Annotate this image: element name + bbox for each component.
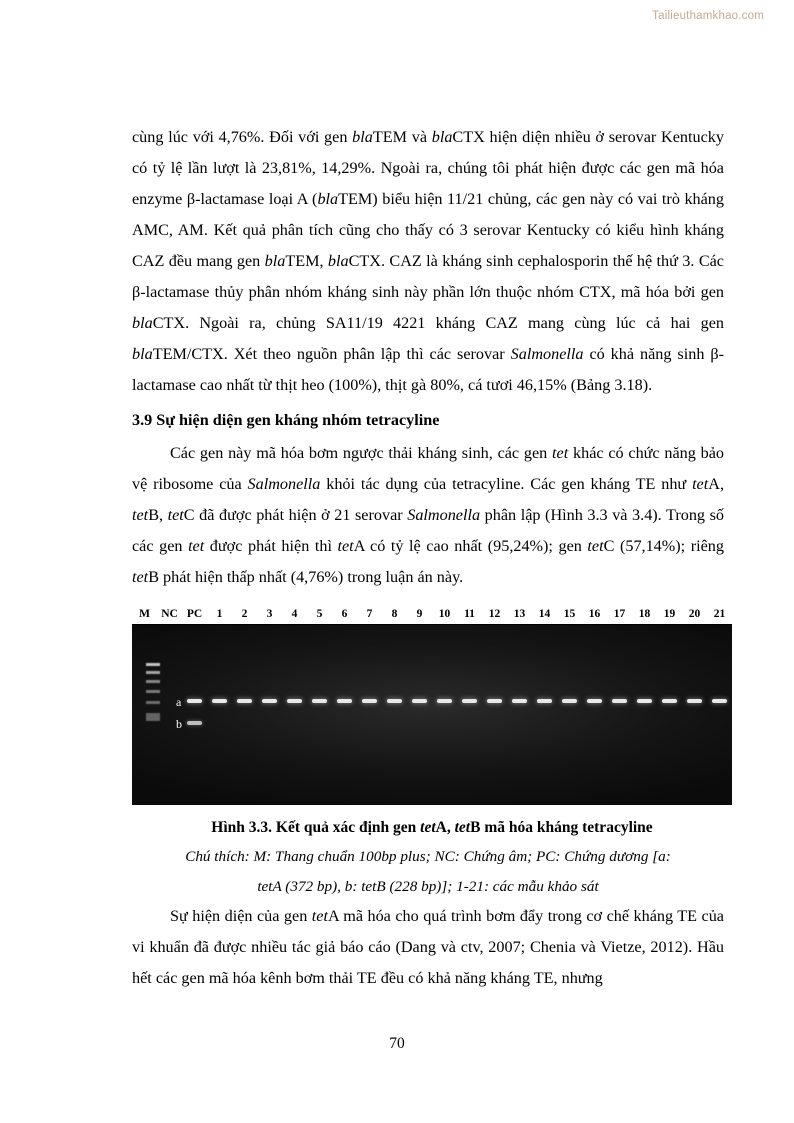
italic-run: tet bbox=[188, 537, 205, 555]
italic-run: tet bbox=[454, 819, 471, 836]
gel-band-teta bbox=[387, 699, 403, 703]
watermark: Tailieuthamkhao.com bbox=[652, 10, 764, 22]
gel-band-teta bbox=[312, 699, 328, 703]
gel-band-teta bbox=[612, 699, 628, 703]
gel-lane-label: NC bbox=[161, 608, 178, 620]
paragraph-3 bbox=[132, 901, 724, 994]
page-content bbox=[132, 122, 724, 994]
ladder-lane bbox=[146, 663, 160, 721]
text-run: C đã được phát hiện ở 21 serovar bbox=[183, 506, 408, 524]
italic-run: Salmonella bbox=[247, 475, 321, 493]
gel-band-teta bbox=[187, 699, 203, 703]
gel-lane-label: 21 bbox=[713, 608, 726, 620]
gel-band-teta bbox=[587, 699, 603, 703]
text-run: TEM) biểu hiện 11/21 chủng, các gen này có vai trò kháng AMC, AM. Kết quả phân tích cũng cho thấy có 3 serovar Kentucky có kiểu hình kháng CAZ đều mang gen bbox=[132, 190, 724, 270]
text-run: CTX. CAZ là kháng sinh cephalosporin thế hệ thứ 3. Các β-lactamase thủy phân nhóm kháng sinh này phần lớn thuộc nhóm CTX, mã hóa bởi gen bbox=[132, 252, 724, 301]
text-run: A, bbox=[435, 819, 455, 836]
italic-run: tet bbox=[132, 568, 149, 586]
gel-band-teta bbox=[212, 699, 228, 703]
italic-run: tet bbox=[587, 537, 604, 555]
section-heading: 3.9 Sự hiện diện gen kháng nhóm tetracyline bbox=[132, 411, 440, 429]
gel-image bbox=[132, 625, 732, 805]
italic-run: Salmonella bbox=[407, 506, 481, 524]
text-run: B, bbox=[148, 506, 168, 524]
gel-band-teta bbox=[537, 699, 553, 703]
gel-lane-label: 6 bbox=[341, 608, 348, 620]
gel-band-teta bbox=[462, 699, 478, 703]
gel-lane-label: 15 bbox=[563, 608, 576, 620]
text-run: TEM, bbox=[285, 252, 328, 270]
gel-lane-label: 12 bbox=[488, 608, 501, 620]
gel-band-teta bbox=[437, 699, 453, 703]
gel-band-teta bbox=[337, 699, 353, 703]
gel-band-teta bbox=[637, 699, 653, 703]
text-run: được phát hiện thì bbox=[204, 537, 338, 555]
gel-lane-label: 11 bbox=[464, 608, 475, 620]
italic-run: tet bbox=[167, 506, 184, 524]
italic-run: bla bbox=[264, 252, 286, 270]
text-run: A, bbox=[708, 475, 724, 493]
gel-lane-label: 3 bbox=[266, 608, 273, 620]
gel-lane-label: 18 bbox=[638, 608, 651, 620]
text-run: Các gen này mã hóa bơm ngược thải kháng sinh, các gen bbox=[170, 444, 553, 462]
gel-lane-label: 4 bbox=[291, 608, 298, 620]
gel-bands-layer bbox=[132, 625, 732, 805]
gel-band-teta bbox=[662, 699, 678, 703]
gel-band-teta bbox=[712, 699, 728, 703]
italic-run: bla bbox=[327, 252, 349, 270]
gel-lane-label: 16 bbox=[588, 608, 601, 620]
text-run: B mã hóa kháng tetracyline bbox=[470, 819, 653, 836]
text-run: B phát hiện thấp nhất (4,76%) trong luận án này. bbox=[148, 568, 464, 586]
italic-run: tet bbox=[132, 506, 149, 524]
gel-lane-label: M bbox=[139, 608, 150, 620]
figure-caption-title bbox=[132, 815, 732, 841]
gel-lane-label: 2 bbox=[241, 608, 248, 620]
text-run: A có tỷ lệ cao nhất (95,24%); gen bbox=[353, 537, 588, 555]
gel-lane-label: 13 bbox=[513, 608, 526, 620]
gel-lane-label: PC bbox=[186, 608, 203, 620]
gel-band-teta bbox=[687, 699, 703, 703]
gel-electrophoresis-figure bbox=[132, 605, 732, 805]
text-run: cùng lúc với 4,76%. Đối với gen bbox=[132, 128, 353, 146]
gel-band-teta bbox=[362, 699, 378, 703]
gel-band-teta bbox=[512, 699, 528, 703]
text-run: phân lập (Hình 3.3 và 3.4). Trong số các gen bbox=[132, 506, 724, 555]
page-number: 70 bbox=[389, 1035, 405, 1052]
gel-lane-label: 1 bbox=[216, 608, 223, 620]
gel-band-tetb bbox=[187, 721, 203, 725]
gel-lane-label: 20 bbox=[688, 608, 701, 620]
italic-run: tet bbox=[692, 475, 709, 493]
gel-lane-header bbox=[132, 605, 732, 625]
italic-run: tet bbox=[337, 537, 354, 555]
gel-band-teta bbox=[237, 699, 253, 703]
text-run: có khả năng sinh β-lactamase cao nhất từ thịt heo (100%), thịt gà 80%, cá tươi 46,15% (Bảng 3.18). bbox=[132, 345, 725, 394]
gel-band-teta bbox=[412, 699, 428, 703]
paragraph-1 bbox=[132, 122, 724, 401]
italic-run: bla bbox=[431, 128, 453, 146]
italic-run: tet bbox=[311, 907, 328, 925]
italic-run: tet bbox=[552, 444, 569, 462]
italic-run: Salmonella bbox=[510, 345, 584, 363]
text-run: Sự hiện diện của gen bbox=[170, 907, 312, 925]
gel-lane-label: 19 bbox=[663, 608, 676, 620]
gel-band-teta bbox=[262, 699, 278, 703]
text-run: TEM và bbox=[372, 128, 432, 146]
text-run: TEM/CTX. Xét theo nguồn phân lập thì các serovar bbox=[152, 345, 511, 363]
gel-lane-label: 5 bbox=[316, 608, 323, 620]
text-run: Hình 3.3. Kết quả xác định gen bbox=[211, 819, 421, 836]
gel-lane-label: 7 bbox=[366, 608, 373, 620]
gel-lane-label: 9 bbox=[416, 608, 423, 620]
gel-lane-label: 14 bbox=[538, 608, 551, 620]
text-run: A mã hóa cho quá trình bơm đẩy trong cơ chế kháng TE của vi khuẩn đã được nhiều tác giả báo cáo (Dang và ctv, 2007; Chenia và Vietze, 2012). Hầu hết các gen mã hóa kênh bơm thải TE đều có khả năng kháng TE, nhưng bbox=[132, 907, 724, 987]
row-label-b: b bbox=[176, 717, 182, 731]
gel-band-teta bbox=[487, 699, 503, 703]
gel-band-teta bbox=[287, 699, 303, 703]
gel-lane-label: 8 bbox=[391, 608, 398, 620]
gel-lane-label: 17 bbox=[613, 608, 626, 620]
text-run: C (57,14%); riêng bbox=[603, 537, 724, 555]
italic-run: bla bbox=[132, 314, 153, 332]
text-run: khác có chức năng bảo vệ ribosome của bbox=[132, 444, 724, 493]
paragraph-2 bbox=[132, 438, 724, 593]
italic-run: bla bbox=[317, 190, 339, 208]
italic-run: bla bbox=[352, 128, 373, 146]
text-run: CTX hiện diện nhiều ở serovar Kentucky có tỷ lệ lần lượt là 23,81%, 14,29%. Ngoài ra, chúng tôi phát hiện được các gen mã hóa enzyme β-lactamase loại A ( bbox=[132, 128, 724, 208]
text-run: khỏi tác dụng của tetracyline. Các gen kháng TE như bbox=[320, 475, 693, 493]
italic-run: bla bbox=[132, 345, 153, 363]
italic-run: tet bbox=[420, 819, 436, 836]
gel-band-teta bbox=[562, 699, 578, 703]
figure-caption-note-line-1: Chú thích: M: Thang chuẩn 100bp plus; NC: Chứng âm; PC: Chứng dương [a: bbox=[185, 848, 671, 865]
row-label-a: a bbox=[176, 695, 182, 709]
gel-lane-label: 10 bbox=[438, 608, 451, 620]
text-run: CTX. Ngoài ra, chủng SA11/19 4221 kháng CAZ mang cùng lúc cả hai gen bbox=[152, 314, 724, 332]
figure-caption-note-line-2: tetA (372 bp), b: tetB (228 bp)]; 1-21: các mẫu khảo sát bbox=[257, 878, 599, 895]
